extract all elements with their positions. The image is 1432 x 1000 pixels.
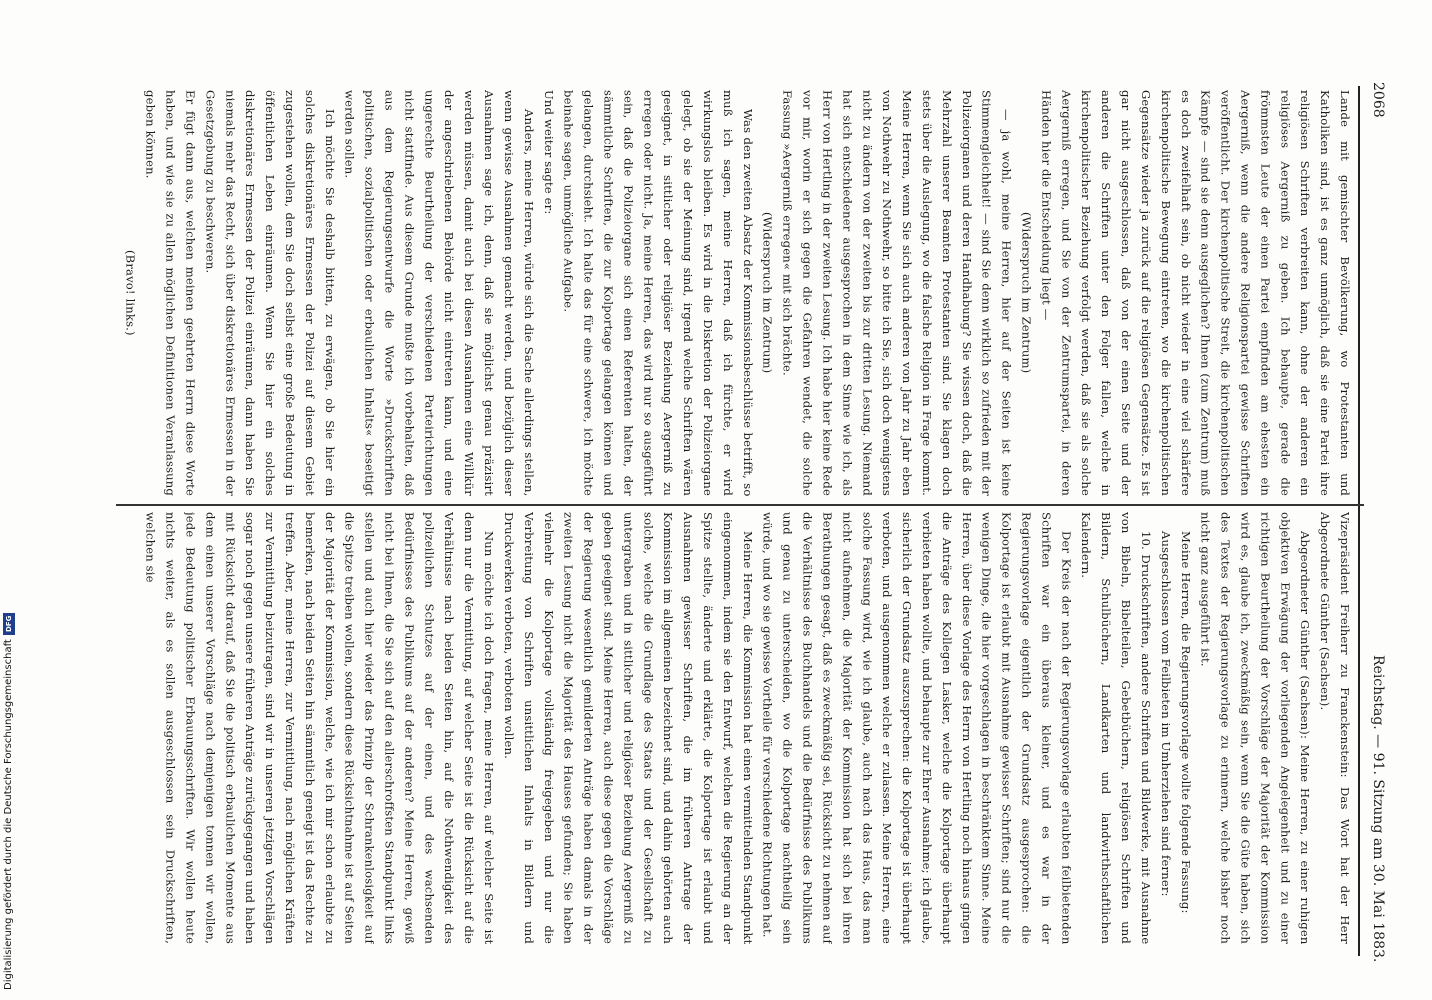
page-header	[1366, 82, 1390, 962]
page-title: Reichstag. — 91. Sitzung am 30. Mai 1883.	[1370, 654, 1386, 962]
paragraph: Der Kreis der nach der Regierungsvorlage erlaubten feilbietenden Schriften war ein überaus kleiner, und es war in der Regierungsvorlage eigentlich der Grundsatz ausgesprochen: die Kolportage ist erlaubt mit Ausnahme gewisser Schriften; sind nur die wenigen Dinge, die hier vorgeschlagen in beschränktem Sinne. Meine Herren, über diese Vorlage des Herrn von Hertling noch hinaus gingen die Anträge des Kollegen Lasker, welche die Kolportage überhaupt verbieten haben wollte, und behaupte zur Ehrer Ausnahme; ich glaube, sicherlich der Grundsatz auszusprechen: die Kolportage ist überhaupt verboten, und ausgenommen welche er zulassen. Meine Herren, eine solche Fassung wird, wie ich glaube, auch nach das Haus, das man nicht aufnehmen, die Majorität der Kommission hat sich bei ihren Berathungen gesagt, daß es zweckmäßig sei, Rücksicht zu nehmen auf die Verhältnisse des Buchhandels und die Bedürfnisse des Publikums und genau zu unterscheiden, wo die Kolportage nachtheilig sein würde, und wo sie gewisse Vortheile für verschiedene Richtungen hat.	[760, 512, 1074, 944]
page-number: 2068	[1370, 82, 1386, 118]
paragraph: Und weiter sagte er:	[541, 90, 556, 215]
paragraph: Was den zweiten Absatz der Kommissionsbeschlüsse betrifft, so muß ich sagen, meine Herren, daß ich fürchte, er wird wirkungslos bleiben. Es wird in die Diskretion der Polizeiorgane gelegt, ob sie der Meinung sind, irgend welche Schriften wären geeignet, in sittlicher oder religiöser Beziehung Aergerniß zu erregen oder nicht. Ja, meine Herren, das wird nur so ausgeführt sein, daß die Polizeiorgane sich einen Referenten halten, der sämmtliche Schriften, die zur Kolportage gelangen können und gelangen, durchsieht. Ich halte das für eine schwere, ich möchte beinahe sagen, unmögliche Aufgabe.	[561, 90, 755, 496]
paragraph: (Widerspruch im Zentrum)	[760, 212, 775, 374]
column-separator	[116, 504, 1364, 506]
lower-text-column	[118, 512, 1354, 944]
paragraph: (Widerspruch im Zentrum)	[1019, 212, 1034, 374]
paragraph: Meine Herren, die Regierungsvorlage wollte folgende Fassung:	[1178, 530, 1193, 914]
paragraph: Ausgeschlossen vom Feilbieten im Umherziehen sind ferner:	[1158, 530, 1173, 897]
paragraph: Ich möchte Sie deshalb bitten, zu erwägen, ob Sie hier ein solches diskretionäres Ermessen der Polizei auf diesem Gebiet zugestehen wollen, dem Sie doch selbst eine große Bedeutung in öffentlichen Leben einräumen. Wenn Sie hier ein solches diskretionäres Ermessen der Polizei einräumen, dann haben Sie niemals mehr das Recht, sich über diskretionäres Ermessen in der Gesetzgebung zu beschweren.	[203, 90, 337, 496]
paragraph: Vizepräsident Freiherr zu Franckenstein: Das Wort hat der Herr Abgeordnete Günther (Sachsen).	[1318, 512, 1352, 944]
dfg-logo-icon: DFG	[3, 613, 15, 635]
paragraph: — ja wohl, meine Herren, hier auf der Seiten ist keine Stimmengleichheit! — sind Sie denn wirklich so zufrieden mit der Polizeiorganen und deren Handhabung? Sie wissen doch, daß die Mehrzahl unserer Beamten Protestanten sind. Sie klagen doch stets über die Auslegung, wo die falsche Religion in Frage kommt. Meine Herren, wenn Sie sich auch anderen von Jahr zu Jahr eben von Nothwehr zu Nothwehr, so bitte ich Sie, sich doch wenigstens nicht zu ändern von der zweiten bis zur dritten Lesung. Niemand hat sich entschiedener ausgesprochen in dem Sinne wie ich, als Herr von Hertling in der zweiten Lesung. Ich habe hier keine Rede vor mir, worin er sich gegen die Gefahren wendet, die solche Fassung »Aergerniß erregen« mit sich brächte.	[780, 90, 1014, 496]
paragraph: 10. Druckschriften, andere Schriften und Bildwerke, mit Ausnahme von Bibeln, Bibelteilen, Gebetbüchern, religiösen Schriften und Bildern, Schulbüchern, Landkarten und landwirthschaftlichen Kalendern.	[1079, 512, 1153, 944]
paragraph: Er fügt dann aus, welchen meinen geehrten Herrn diese Worte haben, und wie sie zu allen möglichen Definitionen Veranlassung geben können.	[143, 90, 198, 496]
upper-text-column	[118, 90, 1354, 496]
digitization-credit	[2, 610, 16, 990]
paragraph: Lande mit gemischter Bevölkerung, wo Protestanten und Katholiken sind, ist es ganz unmöglich, daß sie eine Partei ihre religiösen Schriften verbreiten kann, ohne der anderen ein religiöses Aergerniß zu geben. Ich behaupte, gerade die frömmsten Leute der einen Partei empfinden am ehesten ein Aergerniß, wenn die andere Religionspartei gewisse Schriften veröffentlicht. Der kirchenpolitische Streit, die kirchenpolitischen Kämpfe — sind sie denn ausgeglichen? Ihnen (zum Zentrum) muß es doch zweifelhaft sein, ob nicht wieder in eine viel schärfere kirchenpolitische Bewegung eintreten, wo die kirchenpolitischen Gegensätze wieder ja zurück auf die religiösen Gegensätze. Es ist gar nicht ausgeschlossen, daß von der einen Seite und der anderen die Schriften unter den Folger fallen, welche in kirchenpolitischer Beziehung verfolgt werden, daß sie als solche Aergerniß erregen, und Sie von der Zentrumspartei, in deren Händen hier die Entscheidung liegt —	[1039, 90, 1352, 496]
paragraph: Nun möchte ich doch fragen, meine Herren, auf welcher Seite ist denn nur die Vermittlung, auf welcher Seite ist die Rücksicht auf die Verhältnisse nach beiden Seiten hin, auf die Nothwendigkeit des polizeilichen Schutzes auf der einen, und des wachsenden Bedürfnisses des Publikums auf der anderen? Meine Herren, gewiß nicht bei Ihnen, die Sie sich auf den allerschroffsten Standpunkt links stellen und auch hier wieder das Prinzip der Schrankenlosigkeit auf die Spitze treiben wollen, sondern diese Rücksichtnahme ist auf Seiten der Majorität der Kommission, welche, wie ich mir schon erlaubte zu bemerken, nach beiden Seiten hin sämmtlich geneigt ist das Rechte zu treffen. Aber, meine Herren, zur Vermittlung, nach möglichen Kräften zur Vermittlung beizutragen, sind wir in unseren jetzigen Vorschlägen sogar noch gegen unsere früheren Anträge zurückgegangen und haben mit Rücksicht darauf, daß Sie die politisch erbaulichen Momente aus dem einen unserer Vorschläge nach demjenigen tonnen wir wollen, jede Bedeutung politischer Erbauungsschriften. Wir wollen heute nichts weiter, als es sollen ausgeschlossen sein Druckschriften, welchen sie	[143, 512, 497, 944]
credit-text: Digitalisierung gefördert durch die Deutsche Forschungsgemeinschaft	[3, 639, 14, 990]
paragraph: Abgeordneter Günther (Sachsen): Meine Herren, zu einer ruhigen objektiven Erwägung der vorliegenden Angelegenheit und zu einer richtigen Beurtheilung der Vorschläge der Majorität der Kommission wird es, glaube ich, zweckmäßig sein, wenn Sie die Güte haben, sich des Textes der Regierungsvorlage zu erinnern, welche bisher noch nicht ganz ausgeführt ist.	[1198, 512, 1313, 944]
paragraph: (Bravo! links.)	[123, 250, 138, 336]
paragraph: Meine Herren, die Kommission hat einen vermittelnden Standpunkt eingenommen, indem sie den Entwurf, welchen die Regierung an der Spitze stellte, änderte und erklärte, die Kolportage ist erlaubt und Ausnahmen gewisser Schriften, die im früheren Antrage der Kommission im allgemeinen bezeichnet sind, und dahin gehörten auch solche, welche die Grundlage des Staats und der Gesellschaft zu untergraben und in sittlicher und religiöser Beziehung Aergerniß zu geben geeignet sind. Meine Herren, auch diese gegen die Vorschläge der Regierung wesentlich gemilderten Anträge haben damals in der zweiten Lesung nicht die Majorität des Hauses gefunden; Sie haben vielmehr die Kolportage vollständig freigegeben und nur die Verbreitung von Schriften unsittlichen Inhalts in Bildern und Druckwerken verboten, verboten wollen.	[501, 512, 755, 944]
paragraph: Anders, meine Herren, würde sich die Sache allerdings stellen, wenn gewisse Ausnahmen gemacht werden, und bezüglich dieser Ausnahmen sage ich, denn, daß sie möglichst genau präzisirt werden müssen, damit auch bei diesen Ausnahmen eine Willkür der angeschriebenen Behörde nicht eintreten kann, und eine ungerechte Beurtheilung der verschiedenen Parteirichtungen nicht stattfinde. Aus diesem Grunde mußte ich vorbehalten, daß aus dem Regierungsentwurfe die Worte »Druckschriften politischen, sozialpolitischen oder erbaulichen Inhalts« beseitigt werden sollen.	[342, 90, 536, 496]
header-rule	[1358, 86, 1360, 956]
